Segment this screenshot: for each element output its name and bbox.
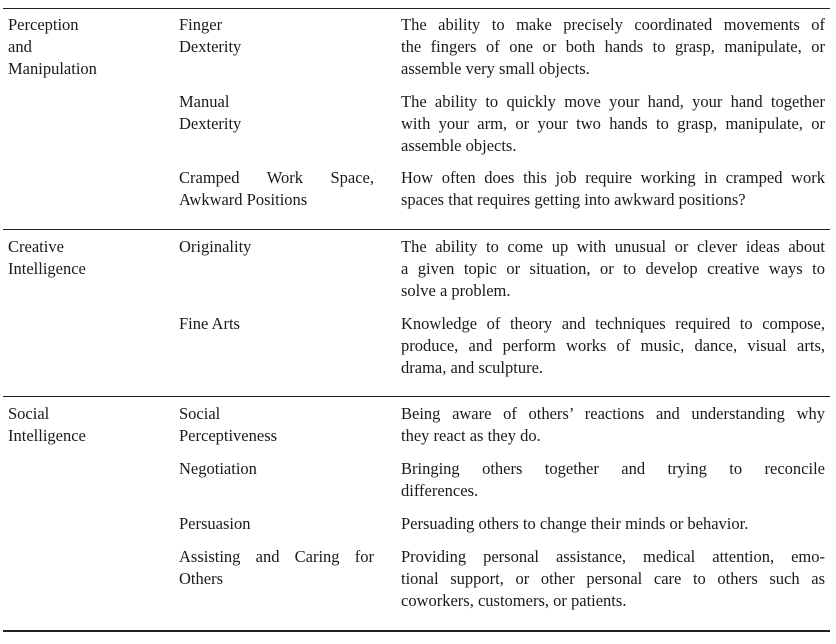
- description-line: with your arm, or your two hands to grasp, manipulate, or: [401, 114, 825, 133]
- description-persuasion: [401, 513, 825, 535]
- skill-line: Perceptiveness: [179, 426, 278, 445]
- description-line: Knowledge of theory and techniques required to compose,: [401, 314, 825, 333]
- description-line: produce, and perform works of music, dance, visual arts,: [401, 336, 825, 355]
- category-line: Creative: [8, 237, 64, 256]
- table-bottom-rule: [3, 630, 830, 632]
- category-line: Intelligence: [8, 259, 86, 278]
- description-assisting-caring: [401, 546, 825, 612]
- description-line: Being aware of others’ reactions and understanding why: [401, 404, 825, 423]
- description-line: solve a problem.: [401, 281, 511, 300]
- skill-line: Manual: [179, 92, 230, 111]
- skill-line: Assisting and Caring for: [179, 547, 374, 566]
- description-originality: [401, 236, 825, 302]
- skill-line: Awkward Positions: [179, 190, 308, 209]
- description-negotiation: [401, 458, 825, 502]
- skill-assisting-caring: [179, 546, 374, 590]
- skill-social-perceptiveness: [179, 403, 374, 447]
- description-line: The ability to quickly move your hand, your hand together: [401, 92, 825, 111]
- skill-finger-dexterity: [179, 14, 374, 58]
- description-manual-dexterity: [401, 91, 825, 157]
- skill-originality: [179, 236, 374, 258]
- category-social-intelligence: [8, 403, 168, 447]
- description-line: Providing personal assistance, medical attention, emo-: [401, 547, 825, 566]
- skill-fine-arts: [179, 313, 374, 335]
- description-social-perceptiveness: [401, 403, 825, 447]
- description-line: How often does this job require working in cramped work: [401, 168, 825, 187]
- description-line: drama, and sculpture.: [401, 358, 544, 377]
- table-top-rule: [3, 8, 830, 9]
- skill-line: Dexterity: [179, 37, 242, 56]
- description-line: the fingers of one or both hands to grasp, manipulate, or: [401, 37, 825, 56]
- skill-line: Finger: [179, 15, 223, 34]
- description-line: assemble very small objects.: [401, 59, 590, 78]
- description-line: a given topic or situation, or to develop creative ways to: [401, 259, 825, 278]
- description-line: differences.: [401, 481, 479, 500]
- description-fine-arts: [401, 313, 825, 379]
- skill-cramped-work-space: [179, 167, 374, 211]
- skill-line: Social: [179, 404, 221, 423]
- skill-line: Others: [179, 569, 223, 588]
- skill-persuasion: [179, 513, 374, 535]
- skill-line: Persuasion: [179, 514, 251, 533]
- skill-manual-dexterity: [179, 91, 374, 135]
- category-line: and: [8, 37, 32, 56]
- skill-negotiation: [179, 458, 374, 480]
- category-line: Social: [8, 404, 50, 423]
- description-line: Persuading others to change their minds or behavior.: [401, 514, 749, 533]
- skill-line: Originality: [179, 237, 252, 256]
- section-divider: [3, 396, 830, 397]
- description-line: The ability to make precisely coordinated movements of: [401, 15, 825, 34]
- description-finger-dexterity: [401, 14, 825, 80]
- category-line: Manipulation: [8, 59, 97, 78]
- category-creative-intelligence: [8, 236, 168, 280]
- section-divider: [3, 229, 830, 230]
- description-cramped-work-space: [401, 167, 825, 211]
- description-line: Bringing others together and trying to reconcile: [401, 459, 825, 478]
- skill-line: Cramped Work Space,: [179, 168, 374, 187]
- skill-line: Fine Arts: [179, 314, 240, 333]
- description-line: The ability to come up with unusual or clever ideas about: [401, 237, 825, 256]
- category-line: Intelligence: [8, 426, 86, 445]
- description-line: they react as they do.: [401, 426, 541, 445]
- category-perception-manipulation: [8, 14, 168, 80]
- description-line: assemble objects.: [401, 136, 517, 155]
- description-line: tional support, or other personal care to others such as: [401, 569, 825, 588]
- skill-line: Dexterity: [179, 114, 242, 133]
- skill-line: Negotiation: [179, 459, 257, 478]
- description-line: spaces that requires getting into awkward positions?: [401, 190, 746, 209]
- category-line: Perception: [8, 15, 79, 34]
- description-line: coworkers, customers, or patients.: [401, 591, 627, 610]
